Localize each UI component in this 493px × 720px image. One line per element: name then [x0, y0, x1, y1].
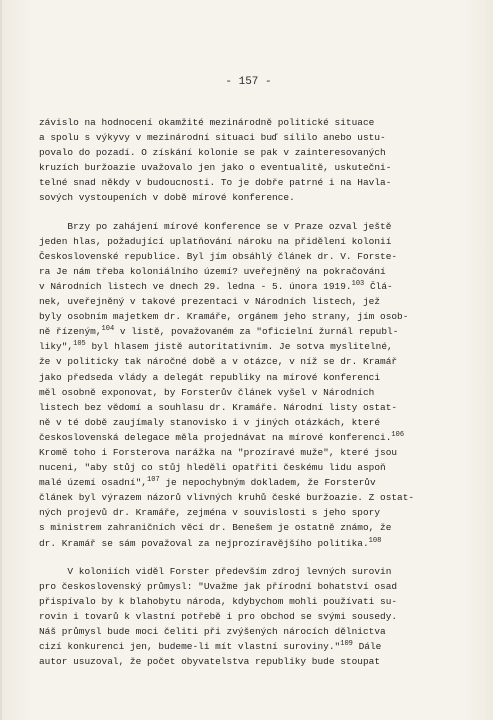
- text-line: československá delegace měla projednávat na mírové konferenci.$^{106}$: [39, 430, 405, 443]
- text-line: nek, uveřejněný v takové prezentaci v Národních listech, jež: [39, 296, 381, 308]
- text-line: povalo do pozadí. O získání kolonie se pak v zainteresovaných: [39, 147, 386, 159]
- text-line: Náš průmysl bude moci čeliti při zvýšených nárocích dělnictva: [39, 626, 386, 637]
- text-line: nuceni, "aby stůj co stůj hleděli opatřiti českému lidu aspoň: [39, 462, 386, 474]
- text-line: závislo na hodnocení okamžité mezinárodně politické situace: [39, 117, 375, 128]
- text-line: jeden hlas, požadující uplatňování nároku na přidělení kolonií: [39, 235, 392, 247]
- paragraph-gap: [39, 551, 465, 564]
- paragraph-gap: [39, 206, 465, 219]
- text-line: ných projevů dr. Kramáře, zejména v souvislosti s jeho spory: [39, 507, 381, 519]
- text-line: byly osobním majetkem dr. Kramáře, orgánem jeho strany, jím osob-: [39, 311, 409, 323]
- text-line: měl osobně exponovat, by Forsterův článek vyšel v Národních: [39, 386, 375, 398]
- text-line: cizí konkurenci jen, budeme-li mít vlastní suroviny."$^{109}$ Dále: [39, 640, 382, 653]
- text-line: Brzy po zahájení mírové konference se v Praze ozval ještě: [39, 220, 392, 232]
- footnote-marker: 104: [101, 325, 115, 334]
- text-line: pro československý průmysl: "Uvažme jak přírodní bohatství osad: [39, 580, 398, 592]
- footnote-marker: 103: [351, 279, 365, 288]
- text-line: jako předseda vlády a delegát republiky na mírové konferenci: [39, 371, 381, 383]
- text-line: rovin i tovarů k vlastní potřebě i pro obchod se svými sousedy.: [39, 610, 398, 622]
- text-line: autor usuzoval, že počet obyvatelstva republiky bude stoupat: [39, 656, 381, 668]
- text-line: Československé republice. Byl jím obsáhlý článek dr. V. Forste-: [39, 250, 398, 262]
- text-line: telné snad někdy v budoucnosti. To je dobře patrné i na Havla-: [39, 177, 392, 189]
- text-line: ra Je nám třeba koloniálního území? uveřejněný na pokračování: [39, 265, 386, 277]
- text-line: malé území osadní",$^{107}$ je nepochybným dokladem, že Forsterův: [39, 476, 376, 489]
- text-line: dr. Kramář se sám považoval za nejprozíravějšího politika.$^{108}$: [39, 536, 382, 549]
- page-number: - 157 -: [225, 76, 272, 88]
- text-line: článek byl výrazem názorů vlivných kruhů české buržoazie. Z ostat-: [39, 492, 415, 504]
- footnote-marker: 109: [340, 640, 353, 649]
- body-text: [39, 115, 465, 669]
- text-line: ně řízeným,$^{104}$ v listě, považovaném za "oficielní žurnál republ-: [39, 325, 399, 338]
- text-line: sových vystoupeních v době mírové konference.: [39, 192, 295, 204]
- text-line: listech bez vědomí a souhlasu dr. Kramáře. Národní listy ostat-: [39, 401, 398, 413]
- text-line: ně v té době zaujímaly stanovisko i v jiných otázkách, které: [39, 416, 381, 428]
- text-line: v Národních listech ve dnech 29. ledna - 5. února 1919.$^{103}$ Člá-: [39, 279, 393, 292]
- text-line: kruzích buržoazie uvažovalo jen jako o eventualitě, uskutečni-: [39, 162, 392, 174]
- footnote-marker: 107: [147, 476, 160, 485]
- footnote-marker: 108: [368, 536, 382, 545]
- text-line: liky",$^{105}$ byl hlasem jistě autoritativním. Je sotva myslitelné,: [39, 340, 393, 353]
- text-line: V koloniích viděl Forster především zdroj levných surovin: [39, 565, 392, 577]
- text-line: s ministrem zahraničních věcí dr. Benešem je ostatně známo, že: [39, 522, 392, 534]
- text-line: že v politicky tak náročné době a v otázce, v níž se dr. Kramář: [39, 356, 398, 368]
- text-line: přispívalo by k blahobytu národa, kdybychom mohli používati su-: [39, 595, 398, 607]
- footnote-marker: 105: [73, 340, 86, 349]
- text-line: a spolu s výkyvy v mezinárodní situaci buď sílilo anebo ustu-: [39, 132, 386, 144]
- footnote-marker: 106: [391, 430, 405, 439]
- text-line: Kromě toho i Forsterova narážka na "prozíravé muže", které jsou: [39, 446, 398, 458]
